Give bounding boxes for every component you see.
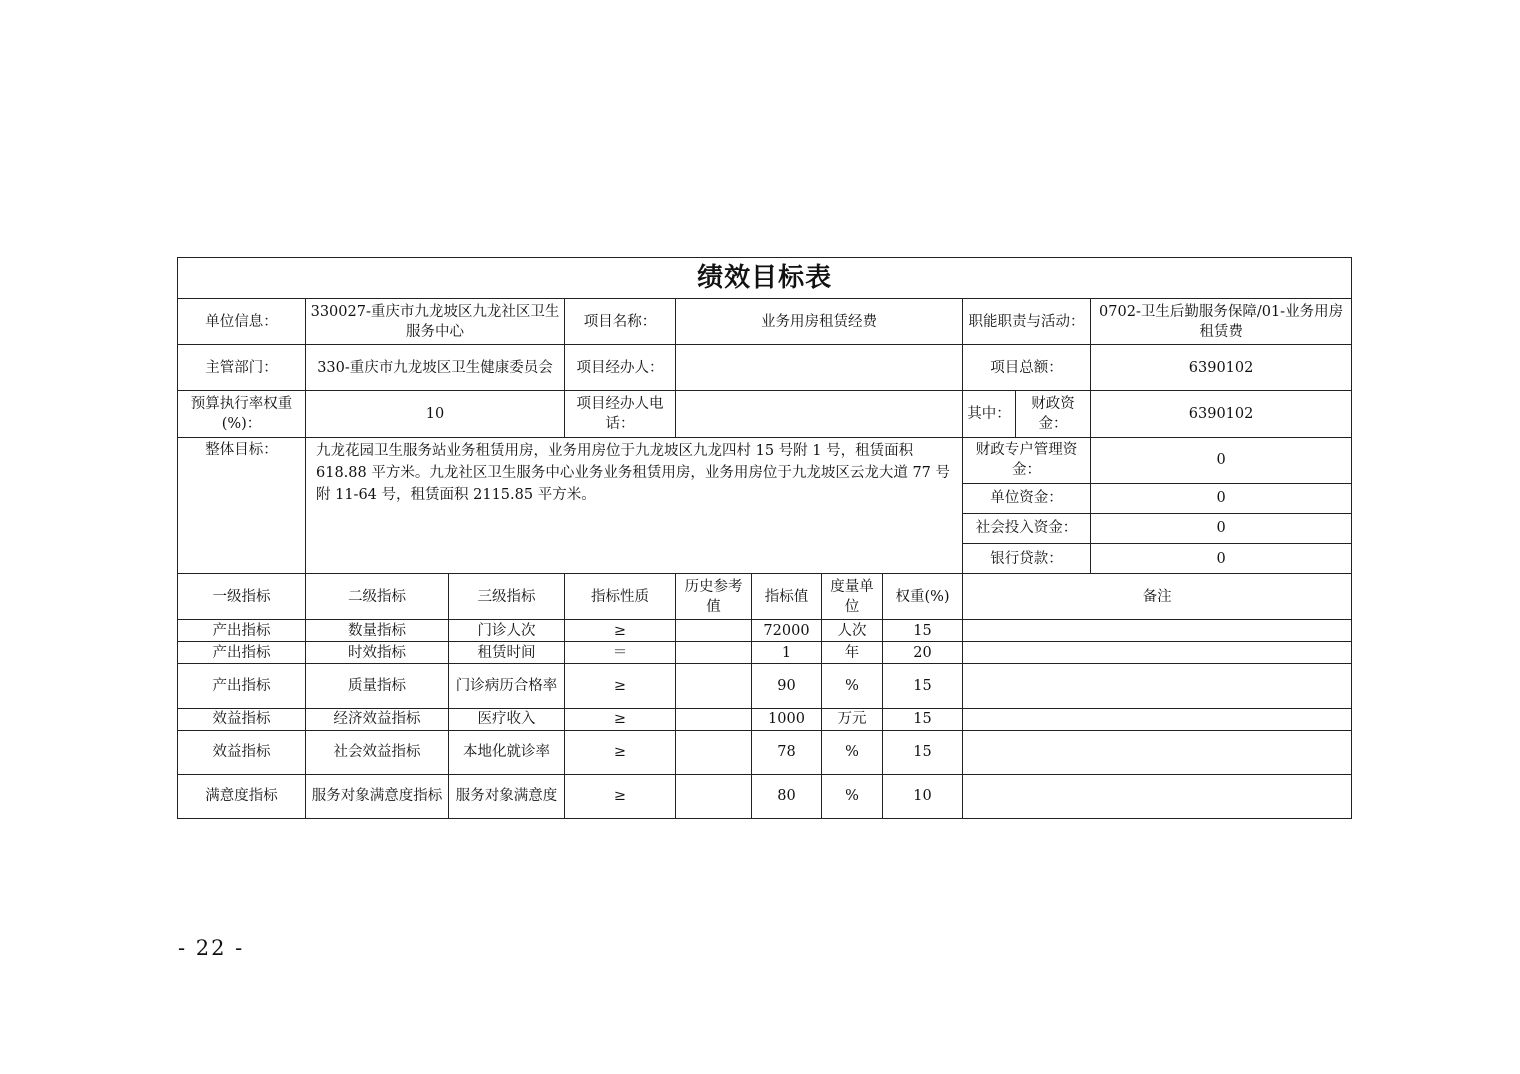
- indicator-weight: 15: [883, 664, 963, 708]
- indicator-remark: [963, 708, 1352, 730]
- indicator-weight: 10: [883, 774, 963, 818]
- indicator-history: [676, 642, 752, 664]
- fiscal-funds-value: 6390102: [1091, 391, 1352, 437]
- manager-phone-label: 项目经办人电话：: [565, 391, 676, 437]
- duty-activity-label: 职能职责与活动：: [963, 299, 1091, 345]
- social-funds-label: 社会投入资金：: [963, 513, 1091, 543]
- bank-loans-label: 银行贷款：: [963, 543, 1091, 573]
- unit-info-label: 单位信息：: [178, 299, 306, 345]
- indicator-remark: [963, 664, 1352, 708]
- project-total-value: 6390102: [1091, 345, 1352, 391]
- indicator-level1: 产出指标: [178, 664, 306, 708]
- header-remark: 备注: [963, 574, 1352, 620]
- indicator-history: [676, 774, 752, 818]
- among-label: 其中：: [963, 391, 1016, 437]
- header-level2: 二级指标: [306, 574, 449, 620]
- indicator-level3: 门诊人次: [449, 620, 565, 642]
- indicator-level2: 质量指标: [306, 664, 449, 708]
- overall-goal-text: 九龙花园卫生服务站业务租赁用房，业务用房位于九龙坡区九龙四村 15 号附 1 号，租赁面积 618.88 平方米。九龙社区卫生服务中心业务业务租赁用房，业务用房位于九龙坡区云龙大道 77 号附 11-64 号，租赁面积 2115.85 平方米。: [306, 437, 963, 573]
- indicator-level2: 数量指标: [306, 620, 449, 642]
- indicator-weight: 15: [883, 730, 963, 774]
- indicator-level1: 产出指标: [178, 642, 306, 664]
- indicator-level2: 时效指标: [306, 642, 449, 664]
- indicator-nature: ≥: [565, 774, 676, 818]
- manager-phone-value: [676, 391, 963, 437]
- indicator-level1: 效益指标: [178, 708, 306, 730]
- indicator-unit: 人次: [822, 620, 883, 642]
- indicator-level3: 租赁时间: [449, 642, 565, 664]
- fiscal-special-value: 0: [1091, 437, 1352, 483]
- supervisor-value: 330-重庆市九龙坡区卫生健康委员会: [306, 345, 565, 391]
- project-name-value: 业务用房租赁经费: [676, 299, 963, 345]
- project-manager-label: 项目经办人：: [565, 345, 676, 391]
- indicator-nature: ≥: [565, 620, 676, 642]
- indicator-value: 72000: [752, 620, 822, 642]
- indicator-unit: 年: [822, 642, 883, 664]
- indicator-level3: 医疗收入: [449, 708, 565, 730]
- indicator-value: 90: [752, 664, 822, 708]
- unit-funds-label: 单位资金：: [963, 483, 1091, 513]
- indicator-level3: 门诊病历合格率: [449, 664, 565, 708]
- unit-info-value: 330027-重庆市九龙坡区九龙社区卫生服务中心: [306, 299, 565, 345]
- indicator-nature: ≥: [565, 730, 676, 774]
- indicator-history: [676, 664, 752, 708]
- fiscal-funds-label: 财政资金：: [1016, 391, 1091, 437]
- duty-activity-value: 0702-卫生后勤服务保障/01-业务用房租赁费: [1091, 299, 1352, 345]
- indicator-level1: 满意度指标: [178, 774, 306, 818]
- project-manager-value: [676, 345, 963, 391]
- indicator-history: [676, 730, 752, 774]
- indicator-weight: 20: [883, 642, 963, 664]
- indicator-history: [676, 620, 752, 642]
- indicator-nature: ＝: [565, 642, 676, 664]
- indicator-remark: [963, 620, 1352, 642]
- indicator-value: 1000: [752, 708, 822, 730]
- header-level1: 一级指标: [178, 574, 306, 620]
- table-row: [178, 664, 1352, 708]
- bank-loans-value: 0: [1091, 543, 1352, 573]
- project-name-label: 项目名称：: [565, 299, 676, 345]
- indicator-unit: %: [822, 730, 883, 774]
- unit-funds-value: 0: [1091, 483, 1352, 513]
- budget-weight-value: 10: [306, 391, 565, 437]
- performance-target-table: [177, 257, 1352, 819]
- indicator-value: 78: [752, 730, 822, 774]
- project-total-label: 项目总额：: [963, 345, 1091, 391]
- social-funds-value: 0: [1091, 513, 1352, 543]
- table-row: [178, 774, 1352, 818]
- indicator-value: 80: [752, 774, 822, 818]
- indicator-level2: 经济效益指标: [306, 708, 449, 730]
- indicator-nature: ≥: [565, 708, 676, 730]
- indicator-remark: [963, 642, 1352, 664]
- indicator-unit: %: [822, 664, 883, 708]
- indicator-unit: 万元: [822, 708, 883, 730]
- indicator-level2: 服务对象满意度指标: [306, 774, 449, 818]
- header-history: 历史参考值: [676, 574, 752, 620]
- header-weight: 权重(%): [883, 574, 963, 620]
- indicator-value: 1: [752, 642, 822, 664]
- table-row: [178, 620, 1352, 642]
- header-unit: 度量单位: [822, 574, 883, 620]
- indicator-level3: 服务对象满意度: [449, 774, 565, 818]
- indicator-level3: 本地化就诊率: [449, 730, 565, 774]
- header-value: 指标值: [752, 574, 822, 620]
- table-row: [178, 708, 1352, 730]
- indicator-remark: [963, 774, 1352, 818]
- supervisor-label: 主管部门：: [178, 345, 306, 391]
- indicator-level2: 社会效益指标: [306, 730, 449, 774]
- indicator-remark: [963, 730, 1352, 774]
- header-level3: 三级指标: [449, 574, 565, 620]
- indicator-unit: %: [822, 774, 883, 818]
- indicator-history: [676, 708, 752, 730]
- indicator-nature: ≥: [565, 664, 676, 708]
- overall-goal-label: 整体目标：: [178, 437, 306, 573]
- fiscal-special-label: 财政专户管理资金：: [963, 437, 1091, 483]
- table-row: [178, 642, 1352, 664]
- header-nature: 指标性质: [565, 574, 676, 620]
- page-number: - 22 -: [178, 936, 245, 960]
- indicator-level1: 产出指标: [178, 620, 306, 642]
- table-row: [178, 730, 1352, 774]
- indicator-weight: 15: [883, 708, 963, 730]
- budget-weight-label: 预算执行率权重(%)：: [178, 391, 306, 437]
- page-title: 绩效目标表: [178, 258, 1352, 299]
- indicator-level1: 效益指标: [178, 730, 306, 774]
- indicator-weight: 15: [883, 620, 963, 642]
